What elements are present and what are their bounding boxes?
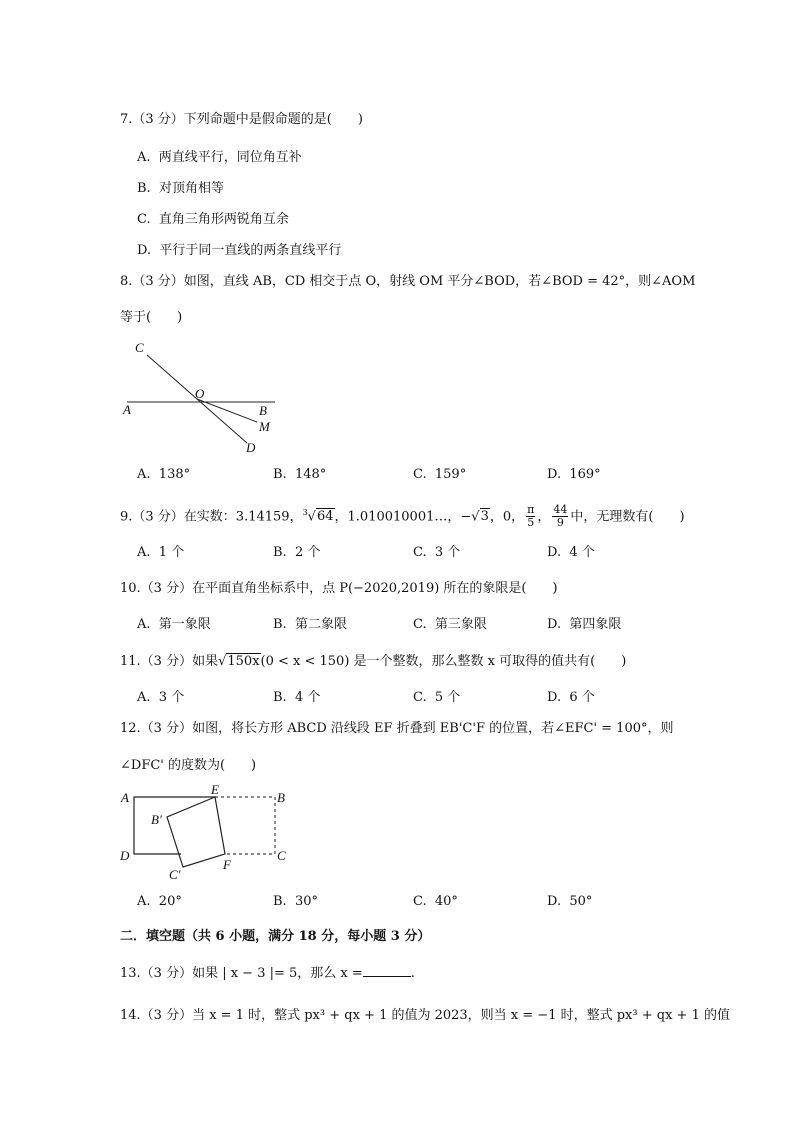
option-letter: A. [137,545,151,560]
q8-option-a [137,467,190,482]
q8-option-c [413,467,466,482]
option-letter: B. [273,690,287,705]
option-letter: B. [273,617,287,632]
option-text: 20° [158,894,182,909]
sqrt-radicand: 3 [480,509,489,525]
label-b: B [277,790,285,805]
q12-stem-line2: ∠DFC' 的度数为( ) [120,758,257,773]
q7-option-c [137,208,289,227]
option-text: 6 个 [569,690,595,705]
label-d: D [120,848,130,863]
q11-option-d [547,686,595,705]
option-letter: C. [413,690,427,705]
option-letter: B. [137,181,151,196]
q12-option-c [413,894,458,909]
fraction-numerator: π [527,503,535,517]
option-letter: B. [273,894,287,909]
option-text: 138° [158,467,191,482]
option-letter: D. [137,243,152,258]
q7-option-a [137,146,302,165]
q11-stem [120,650,626,669]
option-letter: B. [273,545,287,560]
cbrt-index: 3 [302,508,308,517]
option-letter: A. [137,690,151,705]
option-letter: A. [137,617,151,632]
q7-option-d [137,239,341,258]
option-letter: A. [137,467,151,482]
q10-option-d [547,613,621,632]
q12-option-a [137,894,182,909]
label-m: M [259,419,270,434]
q9-option-d [547,541,595,560]
option-text: 第二象限 [294,617,347,632]
q14-stem: 14.（3 分）当 x = 1 时，整式 px³ + qx + 1 的值为 2023，则当 x = −1 时，整式 px³ + qx + 1 的值 [120,1008,730,1023]
q9-option-a [137,541,184,560]
option-text: 直角三角形两锐角互余 [158,212,289,227]
q9-stem: 9.（3 分）在实数：3.14159，$^3$√64，1.010010001…，−√3，0， $\frac{\pi}{5}$ ， $\frac{44}{9}$ 中，无理数有( ) [120,503,685,530]
section-2-title: 二．填空题（共 6 小题，满分 18 分，每小题 3 分） [120,929,431,944]
q7-stem: 7.（3 分）下列命题中是假命题的是( ) [120,112,363,127]
option-letter: C. [413,617,427,632]
option-text: 第一象限 [158,617,211,632]
label-c: C [135,340,144,355]
option-text: 对顶角相等 [158,181,224,196]
option-text: 1 个 [158,545,185,560]
option-letter: B. [273,467,287,482]
option-text: 两直线平行，同位角互补 [158,150,302,165]
option-letter: C. [413,467,427,482]
q8-stem-line2: 等于( ) [120,310,183,325]
fraction-denominator: 9 [556,516,564,530]
q12-figure [115,783,300,883]
label-f: F [223,857,231,872]
q8-option-b [273,467,326,482]
fraction-numerator: 44 [553,503,568,517]
option-text: 40° [434,894,458,909]
q12-option-d [547,894,592,909]
option-letter: D. [547,617,562,632]
label-b-prime: B' [151,812,162,827]
radical-sign: √ [307,509,316,525]
option-text: 30° [294,894,318,909]
answer-blank[interactable] [363,964,411,977]
q9-stem-suffix: 中，无理数有( ) [570,509,685,525]
label-a: A [123,402,131,417]
radical-sign: √ [218,654,227,669]
option-text: 169° [569,467,601,482]
q10-stem: 10.（3 分）在平面直角坐标系中，点 P(−2020,2019) 所在的象限是( ) [120,581,558,596]
option-text: 4 个 [294,690,321,705]
q11-stem-prefix: 11.（3 分）如果 [120,654,219,669]
q11-option-c [413,686,460,705]
q13-stem [120,962,415,981]
q10-option-c [413,613,487,632]
option-letter: C. [413,545,427,560]
label-d: D [246,440,256,455]
label-a: A [121,790,129,805]
option-letter: D. [547,545,562,560]
q9-option-c [413,541,460,560]
option-letter: A. [137,894,151,909]
q11-option-b [273,686,320,705]
q8-stem-line1: 8.（3 分）如图，直线 AB，CD 相交于点 O，射线 OM 平分∠BOD，若∠BOD = 42°，则∠AOM [120,274,696,289]
option-letter: D. [547,690,562,705]
option-letter: C. [137,212,151,227]
option-text: 3 个 [158,690,185,705]
q12-stem-line1: 12.（3 分）如图，将长方形 ABCD 沿线段 EF 折叠到 EB'C'F 的位置，若∠EFC' = 100°，则 [120,721,674,736]
q8-figure [115,335,285,460]
option-text: 148° [294,467,327,482]
q9-zero: ，0， [489,509,525,525]
option-text: 平行于同一直线的两条直线平行 [159,243,342,258]
option-letter: D. [547,467,562,482]
fraction-denominator: 5 [527,516,535,530]
option-text: 5 个 [434,690,461,705]
label-c-prime: C' [169,867,181,882]
q12-option-b [273,894,318,909]
option-text: 50° [569,894,593,909]
option-text: 159° [434,467,467,482]
q9-option-b [273,541,320,560]
sqrt-radicand: 150x [227,654,260,669]
q8-option-d [547,467,601,482]
q9-stem-mid: ，1.010010001…，− [334,509,472,525]
folded-quad [167,797,225,867]
q11-option-a [137,686,184,705]
cbrt-radicand: 64 [316,509,334,525]
label-b: B [259,403,267,418]
radical-sign: √ [471,509,480,525]
option-letter: C. [413,894,427,909]
q7-option-b [137,177,224,196]
option-letter: A. [137,150,151,165]
fraction-44-over-9 [552,504,568,529]
q13-stem-prefix: 13.（3 分）如果 | x − 3 |= 5，那么 x = [120,966,363,981]
option-text: 3 个 [434,545,461,560]
label-o: O [195,386,205,401]
rect-solid-part [134,797,215,854]
fraction-pi-over-5 [526,504,535,529]
option-text: 2 个 [294,545,321,560]
label-c: C [277,848,286,863]
q11-stem-suffix: (0 < x < 150) 是一个整数，那么整数 x 可取得的值共有( ) [260,654,627,669]
q10-option-a [137,613,211,632]
option-text: 第三象限 [434,617,487,632]
label-e: E [211,783,219,797]
q9-stem-prefix: 9.（3 分）在实数：3.14159， [120,509,303,525]
q13-stem-suffix: . [410,966,415,981]
option-letter: D. [547,894,562,909]
option-text: 4 个 [569,545,595,560]
q10-option-b [273,613,347,632]
option-text: 第四象限 [569,617,622,632]
